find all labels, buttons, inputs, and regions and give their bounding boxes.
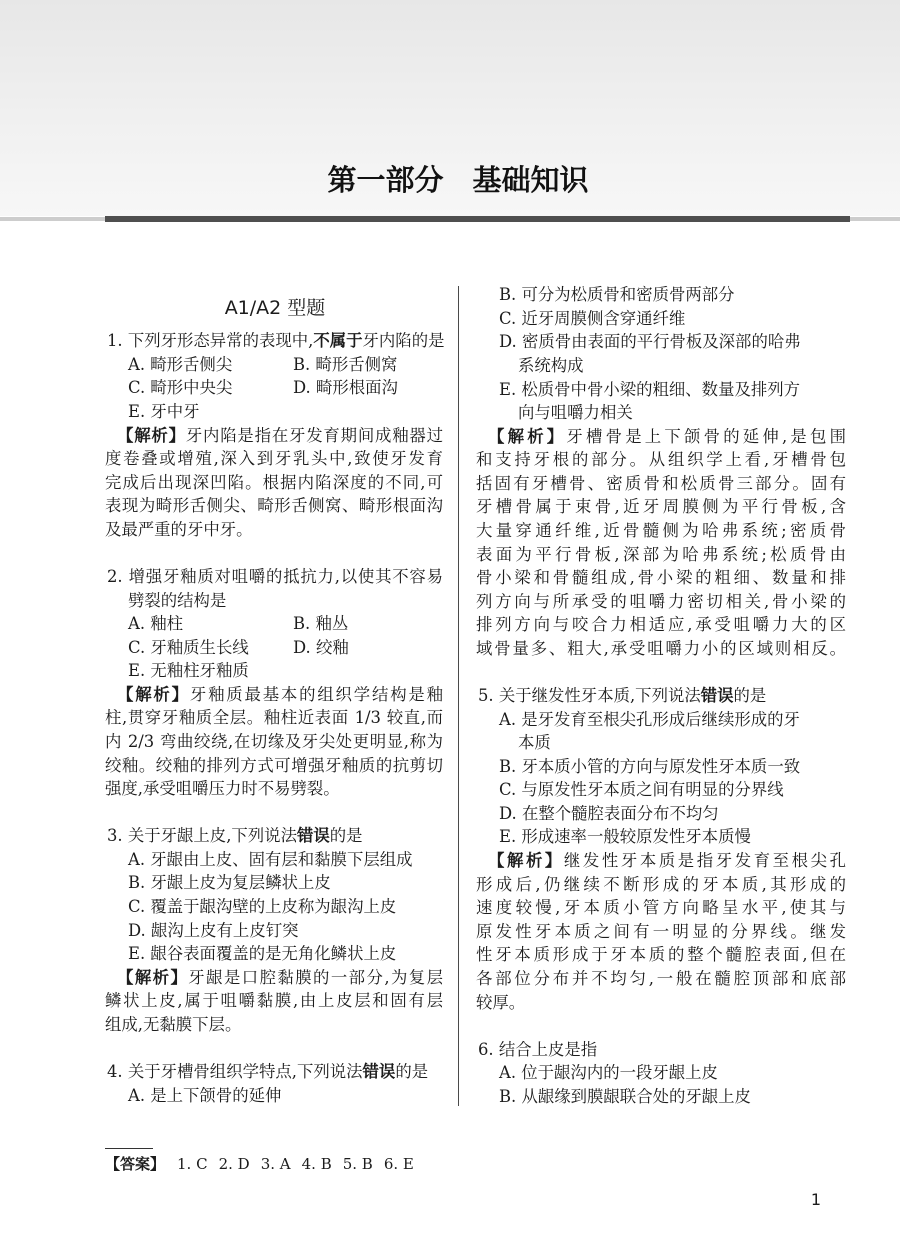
answer-item: 1. C xyxy=(177,1155,208,1173)
analysis-line: 各部位分布并不均匀,一般在髓腔顶部和底部 xyxy=(476,968,846,988)
left-column xyxy=(105,329,443,1107)
footnote-rule xyxy=(105,1148,153,1149)
option-c: C. 覆盖于龈沟壁的上皮称为龈沟上皮 xyxy=(128,897,397,917)
question-5-stem xyxy=(476,684,846,708)
analysis-line xyxy=(476,849,846,873)
section-title: A1/A2 型题 xyxy=(224,297,326,319)
option-a: A. 釉柱 xyxy=(128,614,184,634)
option-e: E. 松质骨中骨小梁的粗细、数量及排列方 xyxy=(499,379,801,399)
option-e: E. 无釉柱牙釉质 xyxy=(128,661,249,681)
answer-key xyxy=(105,1152,425,1176)
answer-item: 6. E xyxy=(383,1155,414,1173)
analysis-text: 牙龈是口腔黏膜的一部分,为复层 xyxy=(188,967,444,987)
analysis-line: 度卷叠或增殖,深入到牙乳头中,致使牙发育 xyxy=(105,449,443,469)
answer-item: 3. A xyxy=(260,1155,291,1173)
option-a-continued: 本质 xyxy=(518,733,551,753)
header-rule xyxy=(105,216,850,222)
analysis-line: 排列方向与咬合力相适应,承受咀嚼力大的区 xyxy=(476,615,846,635)
analysis-label: 【解析】 xyxy=(117,684,190,704)
stem-text: 的是 xyxy=(395,1062,429,1082)
spacer xyxy=(105,801,443,825)
option-b: B. 釉丛 xyxy=(293,614,349,634)
option-c: C. 与原发性牙本质之间有明显的分界线 xyxy=(499,780,784,800)
column-divider xyxy=(458,286,459,1106)
option-a: A. 是上下颌骨的延伸 xyxy=(128,1085,282,1105)
answer-label: 【答案】 xyxy=(105,1155,166,1173)
option-b: B. 畸形舌侧窝 xyxy=(293,354,398,374)
analysis-text: 牙内陷是指在牙发育期间成釉器过 xyxy=(185,425,444,445)
option-b: B. 从龈缘到膜龈联合处的牙龈上皮 xyxy=(499,1086,751,1106)
stem-emphasis: 错误 xyxy=(296,826,330,846)
analysis-line: 较厚。 xyxy=(476,992,526,1012)
option-b: B. 牙龈上皮为复层鳞状上皮 xyxy=(128,873,331,893)
analysis-label: 【解析】 xyxy=(488,851,564,871)
page-title: 第一部分 基础知识 xyxy=(327,163,589,197)
options-row xyxy=(105,612,443,636)
analysis-line: 内 2/3 弯曲绞绕,在切缘及牙尖处更明显,称为 xyxy=(105,732,443,752)
analysis-line: 柱,贯穿牙釉质全层。釉柱近表面 1/3 较直,而 xyxy=(105,708,443,728)
analysis-line: 性牙本质形成于牙本质的整个髓腔表面,但在 xyxy=(476,945,846,965)
question-1-stem xyxy=(105,329,443,353)
analysis-label: 【解析】 xyxy=(117,425,186,445)
option-d: D. 在整个髓腔表面分布不均匀 xyxy=(499,803,719,823)
question-6-stem: 6. 结合上皮是指 xyxy=(478,1039,598,1059)
analysis-line xyxy=(476,425,846,449)
stem-text: 3. 关于牙龈上皮,下列说法 xyxy=(107,826,297,846)
analysis-line xyxy=(105,966,443,990)
analysis-line: 鳞状上皮,属于咀嚼黏膜,由上皮层和固有层 xyxy=(105,991,443,1011)
option-e: E. 龈谷表面覆盖的是无角化鳞状上皮 xyxy=(128,944,397,964)
answer-item: 4. B xyxy=(301,1155,332,1173)
stem-emphasis: 错误 xyxy=(700,686,734,706)
option-e-continued: 向与咀嚼力相关 xyxy=(518,403,633,423)
analysis-label: 【解析】 xyxy=(488,426,567,446)
analysis-text: 牙槽骨是上下颌骨的延伸,是包围 xyxy=(566,426,847,446)
analysis-line: 组成,无黏膜下层。 xyxy=(105,1014,242,1034)
spacer xyxy=(476,1014,846,1038)
option-a: A. 位于龈沟内的一段牙龈上皮 xyxy=(499,1063,718,1083)
analysis-line: 大量穿通纤维,近骨髓侧为哈弗系统;密质骨 xyxy=(476,520,846,540)
analysis-text: 牙釉质最基本的组织学结构是釉 xyxy=(189,684,444,704)
options-row xyxy=(105,376,443,400)
stem-text: 牙内陷的是 xyxy=(362,331,445,351)
analysis-line: 表面为平行骨板,深部为哈弗系统;松质骨由 xyxy=(476,544,846,564)
analysis-line: 骨小梁和骨髓组成,骨小梁的粗细、数量和排 xyxy=(476,568,846,588)
option-b: B. 可分为松质骨和密质骨两部分 xyxy=(499,285,735,305)
option-a: A. 畸形舌侧尖 xyxy=(128,354,233,374)
stem-text: 4. 关于牙槽骨组织学特点,下列说法 xyxy=(107,1062,363,1082)
right-column xyxy=(476,283,846,1108)
option-b: B. 牙本质小管的方向与原发性牙本质一致 xyxy=(499,756,801,776)
spacer xyxy=(105,541,443,565)
stem-text: 的是 xyxy=(329,826,363,846)
analysis-line: 及最严重的牙中牙。 xyxy=(105,519,253,539)
analysis-line: 域骨量多、粗大,承受咀嚼力小的区域则相反。 xyxy=(476,638,846,658)
option-e: E. 形成速率一般较原发性牙本质慢 xyxy=(499,827,751,847)
analysis-line: 绞釉。绞釉的排列方式可增强牙釉质的抗剪切 xyxy=(105,755,443,775)
stem-text: 的是 xyxy=(733,686,767,706)
analysis-line: 强度,承受咀嚼压力时不易劈裂。 xyxy=(105,779,340,799)
analysis-line xyxy=(105,424,443,448)
analysis-line: 和支持牙根的部分。从组织学上看,牙槽骨包 xyxy=(476,450,846,470)
analysis-line: 形成后,仍继续不断形成的牙本质,其形成的 xyxy=(476,874,846,894)
question-3-stem xyxy=(105,824,443,848)
question-2-stem: 2. 增强牙釉质对咀嚼的抵抗力,以使其不容易 xyxy=(107,566,443,586)
options-row xyxy=(105,659,443,683)
analysis-line: 括固有牙槽骨、密质骨和松质骨三部分。固有 xyxy=(476,473,846,493)
stem-text: 5. 关于继发性牙本质,下列说法 xyxy=(478,686,701,706)
option-d: D. 绞釉 xyxy=(293,637,349,657)
analysis-line: 列方向与所承受的咀嚼力密切相关,骨小梁的 xyxy=(476,591,846,611)
option-c: C. 近牙周膜侧含穿通纤维 xyxy=(499,308,686,328)
spacer xyxy=(105,1037,443,1061)
stem-emphasis: 错误 xyxy=(362,1062,396,1082)
answer-item: 5. B xyxy=(342,1155,373,1173)
option-a: A. 是牙发育至根尖孔形成后继续形成的牙 xyxy=(499,709,800,729)
options-row xyxy=(105,353,443,377)
options-row xyxy=(105,400,443,424)
analysis-line: 速度较慢,牙本质小管方向略呈水平,使其与 xyxy=(476,898,846,918)
option-c: C. 牙釉质生长线 xyxy=(128,637,249,657)
spacer xyxy=(476,660,846,684)
analysis-line xyxy=(105,683,443,707)
option-d: D. 龈沟上皮有上皮钉突 xyxy=(128,920,299,940)
analysis-line: 完成后出现深凹陷。根据内陷深度的不同,可 xyxy=(105,472,443,492)
option-c: C. 畸形中央尖 xyxy=(128,378,233,398)
option-d-continued: 系统构成 xyxy=(518,355,584,375)
analysis-line: 表现为畸形舌侧尖、畸形舌侧窝、畸形根面沟 xyxy=(105,496,443,516)
option-d: D. 畸形根面沟 xyxy=(293,378,398,398)
stem-emphasis: 不属于 xyxy=(313,331,363,351)
options-row xyxy=(105,636,443,660)
option-a: A. 牙龈由上皮、固有层和黏膜下层组成 xyxy=(128,849,413,869)
option-d: D. 密质骨由表面的平行骨板及深部的哈弗 xyxy=(499,332,801,352)
analysis-line: 原发性牙本质之间有一明显的分界线。继发 xyxy=(476,921,846,941)
option-e: E. 牙中牙 xyxy=(128,401,200,421)
question-2-stem-continued: 劈裂的结构是 xyxy=(128,590,227,610)
question-4-stem xyxy=(105,1060,443,1084)
stem-text: 1. 下列牙形态异常的表现中, xyxy=(107,331,314,351)
page-number: 1 xyxy=(810,1190,822,1209)
answer-item: 2. D xyxy=(218,1155,250,1173)
analysis-text: 继发性牙本质是指牙发育至根尖孔 xyxy=(563,851,847,871)
analysis-label: 【解析】 xyxy=(117,967,189,987)
analysis-line: 牙槽骨属于束骨,近牙周膜侧为平行骨板,含 xyxy=(476,497,846,517)
